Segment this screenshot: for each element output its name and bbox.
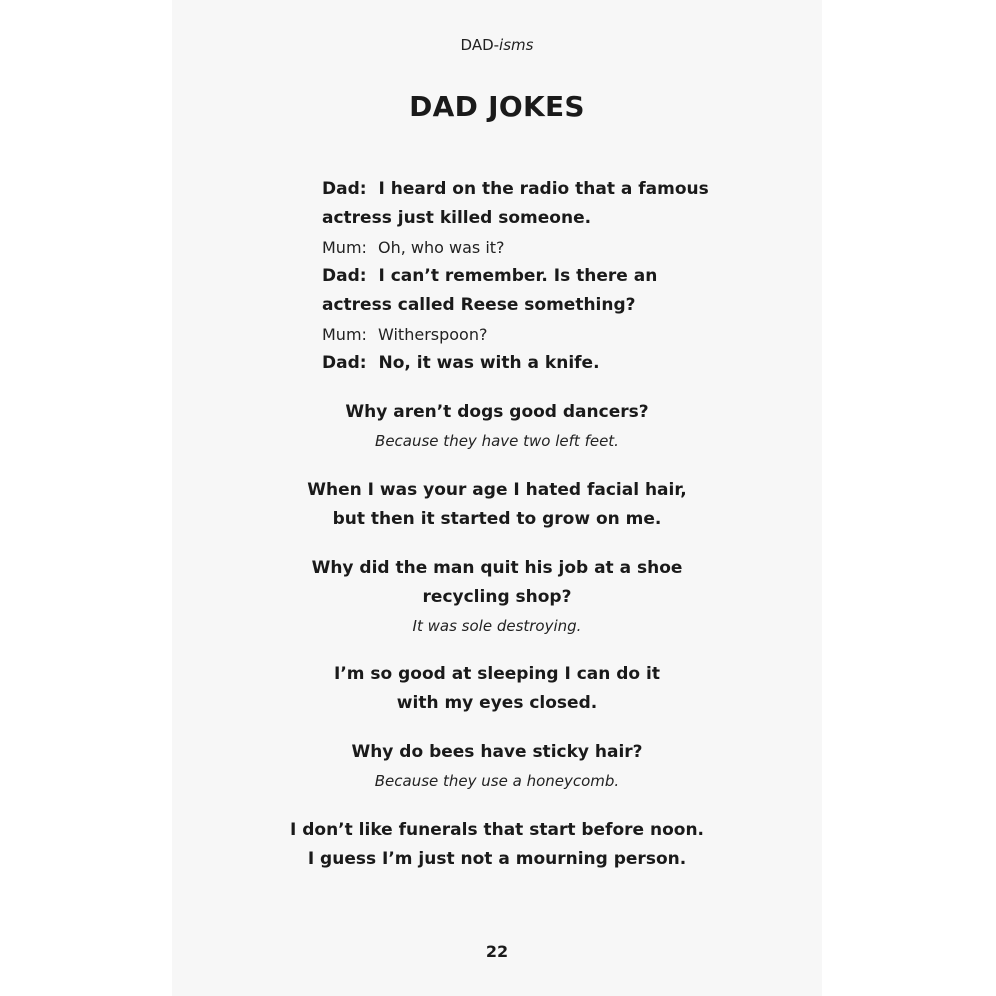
joke-line: When I was your age I hated facial hair, — [307, 480, 687, 500]
speaker-label: Mum: — [322, 238, 367, 257]
running-head — [172, 36, 822, 54]
dialogue-text: Oh, who was it? — [378, 238, 505, 257]
joke-answer: It was sole destroying. — [412, 617, 582, 635]
joke-line: I’m so good at sleeping I can do it — [334, 664, 660, 684]
joke — [172, 660, 822, 718]
page-number: 22 — [485, 942, 509, 961]
joke — [172, 738, 822, 795]
joke-line: I don’t like funerals that start before noon. — [289, 820, 705, 840]
joke — [172, 816, 822, 874]
dialogue-text: actress just killed someone. — [322, 208, 592, 228]
dialogue-text: Witherspoon? — [378, 325, 488, 344]
dialogue-line — [322, 291, 742, 320]
joke — [172, 398, 822, 455]
dialogue-line — [322, 262, 742, 291]
joke — [172, 476, 822, 534]
speaker-label: Dad: — [322, 179, 367, 199]
joke-line: with my eyes closed. — [396, 693, 598, 713]
dialogue-text: I heard on the radio that a famous — [378, 179, 709, 199]
joke-answer: Because they have two left feet. — [375, 432, 619, 450]
speaker-label: Dad: — [322, 353, 367, 373]
dialogue-line — [322, 349, 742, 378]
speaker-label: Mum: — [322, 325, 367, 344]
joke-question: recycling shop? — [422, 587, 572, 607]
joke-answer: Because they use a honeycomb. — [374, 772, 620, 790]
dialogue-line — [322, 175, 742, 204]
dialogue-line — [322, 233, 742, 262]
joke — [172, 554, 822, 640]
speaker-label: Dad: — [322, 266, 367, 286]
dialogue-text: I can’t remember. Is there an — [378, 266, 658, 286]
dialogue-joke — [322, 175, 742, 378]
joke-question: Why did the man quit his job at a shoe — [311, 558, 683, 578]
running-head-prefix: DAD- — [460, 36, 500, 54]
joke-question: Why do bees have sticky hair? — [351, 742, 643, 762]
dialogue-line — [322, 204, 742, 233]
dialogue-text: No, it was with a knife. — [378, 353, 600, 373]
joke-question: Why aren’t dogs good dancers? — [345, 402, 649, 422]
joke-line: but then it started to grow on me. — [332, 509, 662, 529]
running-head-suffix: isms — [499, 36, 534, 54]
book-page — [172, 0, 822, 996]
dialogue-line — [322, 320, 742, 349]
dialogue-text: actress called Reese something? — [322, 295, 636, 315]
joke-line: I guess I’m just not a mourning person. — [307, 849, 687, 869]
page-title: DAD JOKES — [409, 90, 585, 123]
